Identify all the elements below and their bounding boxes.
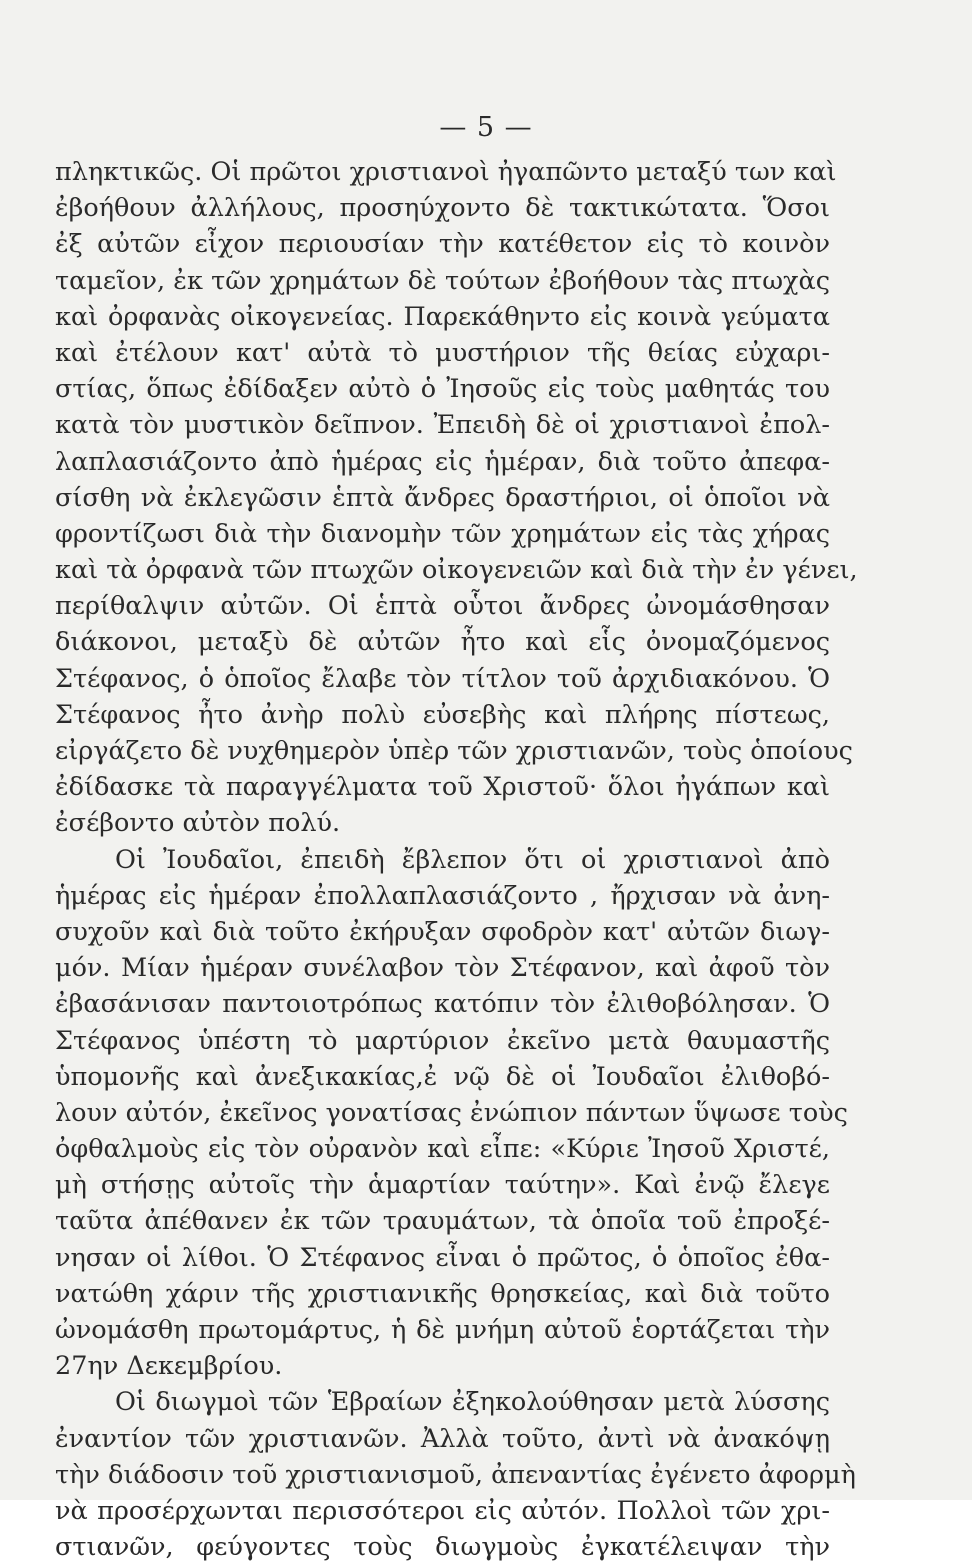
page-number: — 5 — [439,112,533,143]
text-line: ἐξ αὐτῶν εἶχον περιουσίαν τὴν κατέθετον εἰς τὸ κοινὸν [55,229,830,260]
text-line: καὶ ὀρφανὰς οἰκογενείας. Παρεκάθηντο εἰς κοινὰ γεύματα [55,301,830,332]
text-line: ἐναντίον τῶν χριστιανῶν. Ἀλλὰ τοῦτο, ἀντὶ νὰ ἀνακόψῃ [55,1423,830,1454]
body-text [55,154,858,1565]
text-line: Στέφανος, ὁ ὁποῖος ἔλαβε τὸν τίτλον τοῦ ἀρχιδιακόνου. Ὁ [55,663,830,694]
text-line: ἐδίδασκε τὰ παραγγέλματα τοῦ Χριστοῦ· ὅλοι ἠγάπων καὶ [55,772,830,803]
text-line: μὴ στήσῃς αὐτοῖς τὴν ἁμαρτίαν ταύτην». Καὶ ἐνῷ ἔλεγε [55,1170,830,1201]
text-line: 27ην Δεκεμβρίου. [55,1351,283,1382]
text-line: ἡμέρας εἰς ἡμέραν ἐπολλαπλασιάζοντο , ἤρχισαν νὰ ἀνη- [55,880,830,911]
text-line: ὠνομάσθη πρωτομάρτυς, ἡ δὲ μνήμη αὐτοῦ ἑορτάζεται τὴν [55,1315,830,1345]
text-line: συχοῦν καὶ διὰ τοῦτο ἐκήρυξαν σφοδρὸν κατ' αὐτῶν διωγ- [55,916,830,947]
text-line: τὴν διάδοσιν τοῦ χριστιανισμοῦ, ἀπεναντίας ἐγένετο ἀφορμὴ [55,1459,856,1490]
text-line: ὑπομονῆς καὶ ἀνεξικακίας,ἐ νῷ δὲ οἱ Ἰουδαῖοι ἐλιθοβό- [55,1061,830,1092]
text-line: κατὰ τὸν μυστικὸν δεῖπνον. Ἐπειδὴ δὲ οἱ χριστιανοὶ ἐπολ- [55,410,830,441]
text-line: διάκονοι, μεταξὺ δὲ αὐτῶν ἦτο καὶ εἷς ὀνομαζόμενος [55,627,830,658]
text-line: ἐβοήθουν ἀλλήλους, προσηύχοντο δὲ τακτικώτατα. Ὅσοι [55,193,830,224]
text-line: πληκτικῶς. Οἱ πρῶτοι χριστιανοὶ ἠγαπῶντο μεταξύ των καὶ [55,157,837,187]
text-line: καὶ τὰ ὀρφανὰ τῶν πτωχῶν οἰκογενειῶν καὶ διὰ τὴν ἐν γένει, [55,555,858,586]
text-line: Στέφανος ὑπέστη τὸ μαρτύριον ἐκεῖνο μετὰ θαυμαστῆς [55,1025,830,1056]
text-line: καὶ ἐτέλουν κατ' αὐτὰ τὸ μυστήριον τῆς θείας εὐχαρι- [55,337,830,368]
text-line: Οἱ Ἰουδαῖοι, ἐπειδὴ ἔβλεπον ὅτι οἱ χριστιανοὶ ἀπὸ [115,844,830,875]
text-line: Στέφανος ἦτο ἀνὴρ πολὺ εὐσεβὴς καὶ πλήρης πίστεως, [55,699,830,730]
text-line: εἰργάζετο δὲ νυχθημερὸν ὑπὲρ τῶν χριστιανῶν, τοὺς ὁποίους [55,736,853,766]
text-line: ταῦτα ἀπέθανεν ἐκ τῶν τραυμάτων, τὰ ὁποῖα τοῦ ἐπροξέ- [55,1206,830,1237]
text-line: μόν. Μίαν ἡμέραν συνέλαβον τὸν Στέφανον, καὶ ἀφοῦ τὸν [55,953,830,984]
text-line: στιανῶν, φεύγοντες τοὺς διωγμοὺς ἐγκατέλειψαν τὴν [55,1532,830,1563]
text-line: νατώθη χάριν τῆς χριστιανικῆς θρησκείας, καὶ διὰ τοῦτο [55,1278,830,1309]
text-line: νησαν οἱ λίθοι. Ὁ Στέφανος εἶναι ὁ πρῶτος, ὁ ὁποῖος ἐθα- [55,1242,830,1273]
text-line: Οἱ διωγμοὶ τῶν Ἑβραίων ἐξηκολούθησαν μετὰ λύσσης [115,1387,830,1418]
text-line: φροντίζωσι διὰ τὴν διανομὴν τῶν χρημάτων εἰς τὰς χήρας [55,518,830,549]
text-line: ὀφθαλμοὺς εἰς τὸν οὐρανὸν καὶ εἶπε: «Κύριε Ἰησοῦ Χριστέ, [55,1134,830,1165]
text-line: ταμεῖον, ἐκ τῶν χρημάτων δὲ τούτων ἐβοήθουν τὰς πτωχὰς [55,265,830,296]
text-line: περίθαλψιν αὐτῶν. Οἱ ἑπτὰ οὗτοι ἄνδρες ὠνομάσθησαν [55,591,830,622]
text-line: ἐβασάνισαν παντοιοτρόπως κατόπιν τὸν ἐλιθοβόλησαν. Ὁ [55,989,830,1020]
text-line: νὰ προσέρχωνται περισσότεροι εἰς αὐτόν. Πολλοὶ τῶν χρι- [55,1495,830,1526]
text-line: στίας, ὅπως ἐδίδαξεν αὐτὸ ὁ Ἰησοῦς εἰς τοὺς μαθητάς του [55,374,830,405]
text-line: λουν αὐτόν, ἐκεῖνος γονατίσας ἐνώπιον πάντων ὕψωσε τοὺς [55,1097,848,1128]
text-line: σίσθη νὰ ἐκλεγῶσιν ἑπτὰ ἄνδρες δραστήριοι, οἱ ὁποῖοι νὰ [55,482,830,513]
text-line: ἐσέβοντο αὐτὸν πολύ. [55,808,341,839]
text-line: λαπλασιάζοντο ἀπὸ ἡμέρας εἰς ἡμέραν, διὰ τοῦτο ἀπεφα- [55,446,830,477]
